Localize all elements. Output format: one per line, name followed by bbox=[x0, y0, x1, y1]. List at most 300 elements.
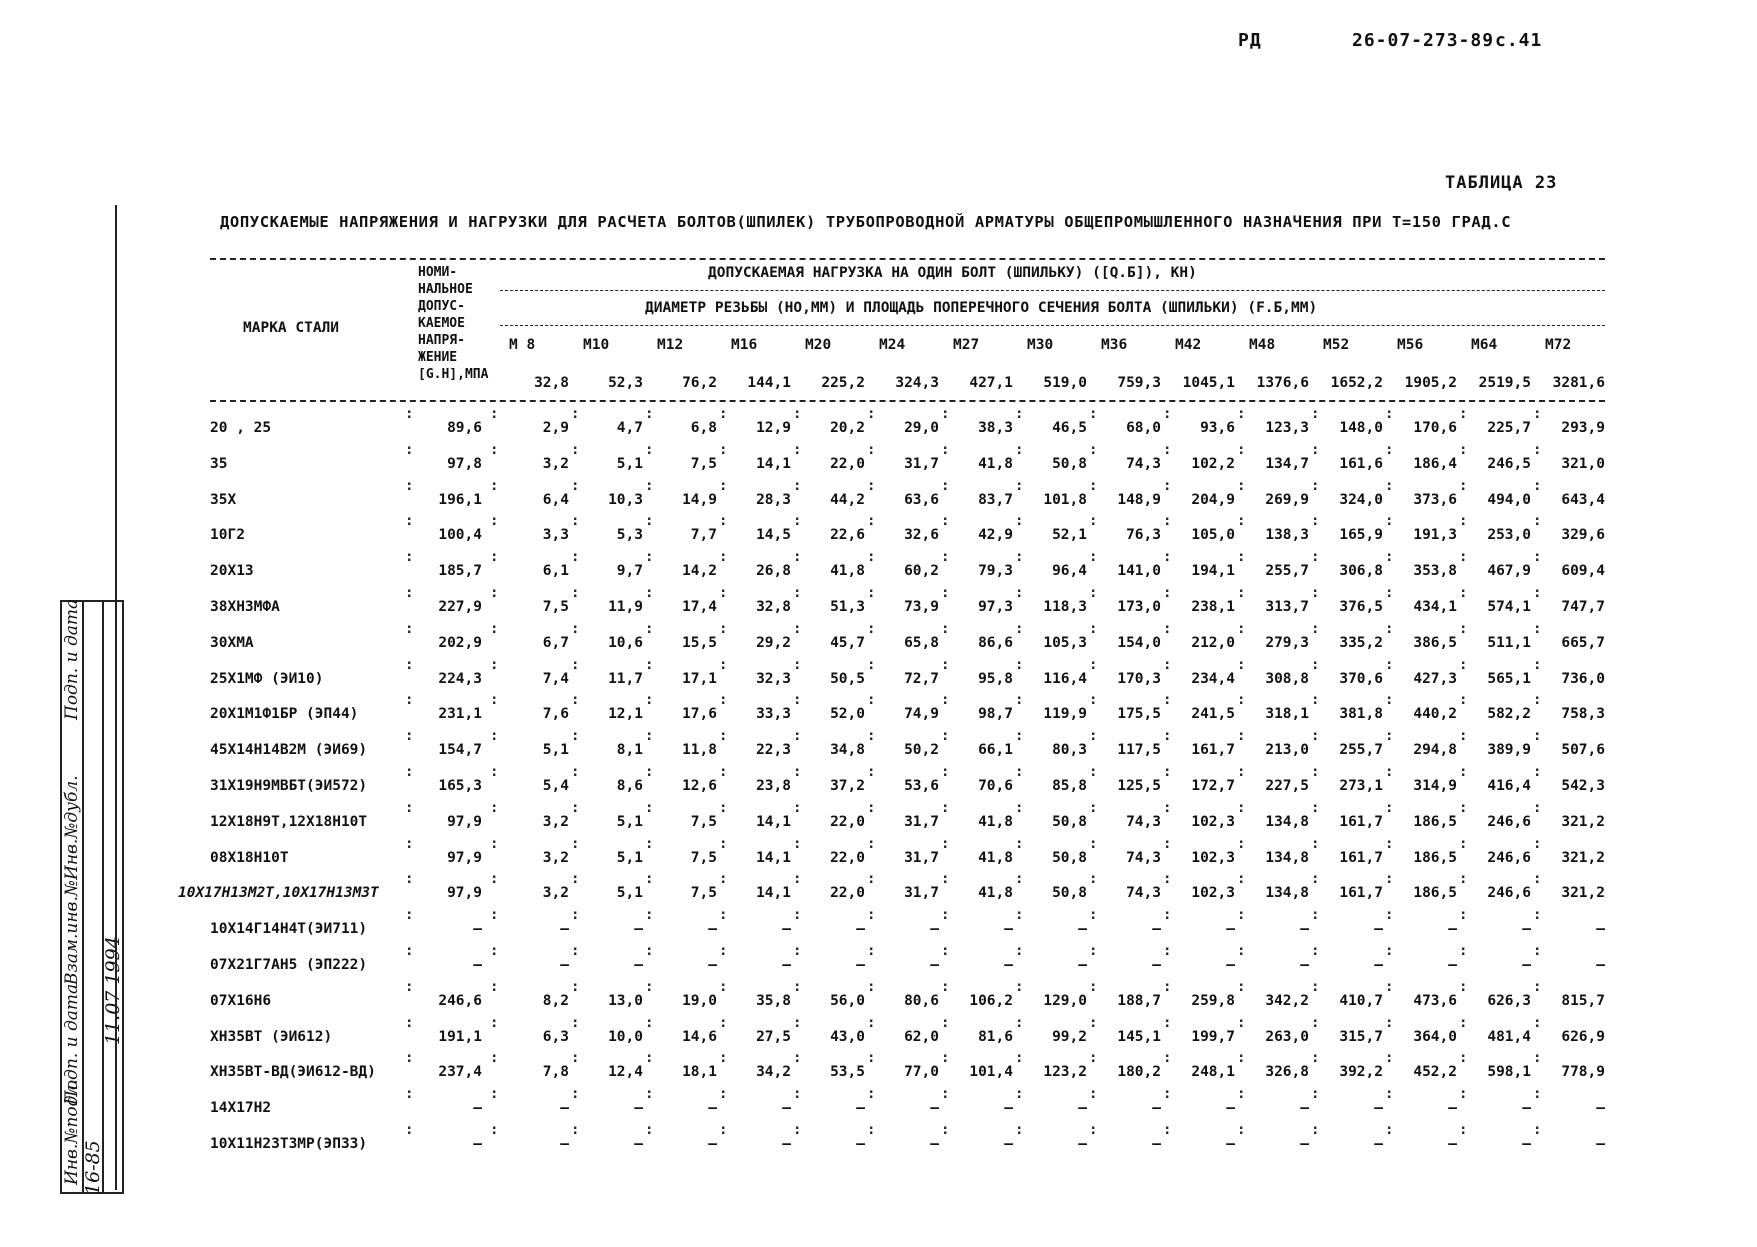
column-separator: : bbox=[1163, 692, 1172, 709]
load-value: – bbox=[708, 921, 717, 938]
diameter-label: М52 bbox=[1323, 337, 1350, 353]
allowable-stress: 97,9 bbox=[447, 849, 482, 866]
load-value: 7,8 bbox=[542, 1064, 569, 1081]
column-separator: : bbox=[1237, 477, 1246, 494]
allowable-stress: – bbox=[473, 921, 482, 938]
column-separator: : bbox=[719, 978, 728, 995]
load-value: 42,9 bbox=[978, 527, 1013, 544]
column-separator: : bbox=[941, 1050, 950, 1067]
load-value: 101,8 bbox=[1043, 491, 1087, 508]
column-separator: : bbox=[490, 406, 499, 422]
load-value: 10,6 bbox=[608, 634, 643, 651]
column-separator: : bbox=[571, 692, 580, 709]
load-value: 5,4 bbox=[542, 778, 569, 794]
stamp-label: Инв.№подл. bbox=[62, 1079, 82, 1185]
load-value: 427,3 bbox=[1413, 670, 1457, 687]
column-separator: : bbox=[1385, 943, 1394, 959]
column-separator: : bbox=[1163, 943, 1172, 959]
column-separator: : bbox=[1237, 549, 1246, 566]
load-value: 313,7 bbox=[1265, 599, 1309, 615]
load-value: 279,3 bbox=[1265, 634, 1309, 651]
load-value: 29,2 bbox=[756, 634, 791, 651]
steel-grade: 10Х11Н23Т3МР(ЭП33) bbox=[210, 1136, 368, 1152]
column-separator: : bbox=[1385, 620, 1394, 637]
column-separator: : bbox=[1311, 656, 1320, 673]
load-value: 31,7 bbox=[904, 849, 939, 866]
column-separator: : bbox=[719, 549, 728, 566]
load-value: 73,9 bbox=[904, 599, 939, 615]
load-value: 80,6 bbox=[904, 992, 939, 1009]
stress-header-line: НАЛЬНОЕ bbox=[418, 282, 473, 297]
column-separator: : bbox=[719, 1086, 728, 1103]
load-value: 50,8 bbox=[1052, 849, 1087, 866]
load-value: – bbox=[782, 1100, 791, 1117]
column-separator: : bbox=[867, 871, 876, 888]
column-separator: : bbox=[1089, 1050, 1098, 1067]
column-separator: : bbox=[867, 1050, 876, 1067]
load-value: 507,6 bbox=[1561, 742, 1605, 759]
load-value: 12,1 bbox=[608, 706, 643, 723]
load-value: – bbox=[1226, 921, 1235, 938]
column-separator: : bbox=[1533, 585, 1542, 601]
column-separator: : bbox=[941, 549, 950, 566]
load-value: 321,2 bbox=[1561, 813, 1605, 830]
column-separator: : bbox=[719, 907, 728, 924]
load-value: 172,7 bbox=[1191, 778, 1235, 794]
load-value: 7,6 bbox=[542, 706, 569, 723]
column-separator: : bbox=[1385, 978, 1394, 995]
column-separator: : bbox=[490, 692, 499, 709]
load-value: 165,9 bbox=[1339, 527, 1383, 544]
column-separator: : bbox=[1163, 764, 1172, 780]
allowable-stress: 97,9 bbox=[447, 813, 482, 830]
column-separator: : bbox=[645, 441, 654, 458]
column-separator: : bbox=[1385, 835, 1394, 852]
column-separator: : bbox=[490, 513, 499, 530]
load-value: – bbox=[856, 921, 865, 938]
load-value: 188,7 bbox=[1117, 992, 1161, 1009]
column-separator: : bbox=[941, 441, 950, 458]
diam-header-rule bbox=[500, 325, 1605, 326]
column-separator: : bbox=[1089, 799, 1098, 816]
column-separator: : bbox=[1089, 656, 1098, 673]
load-value: 440,2 bbox=[1413, 706, 1457, 723]
load-value: 329,6 bbox=[1561, 527, 1605, 544]
column-separator: : bbox=[719, 656, 728, 673]
load-value: – bbox=[1596, 957, 1605, 973]
column-separator: : bbox=[1089, 764, 1098, 780]
load-value: – bbox=[1300, 1136, 1309, 1152]
column-separator: : bbox=[645, 764, 654, 780]
load-value: 138,3 bbox=[1265, 527, 1309, 544]
load-value: 101,4 bbox=[969, 1064, 1013, 1081]
load-value: 467,9 bbox=[1487, 563, 1531, 580]
steel-grade: 31Х19Н9МВБТ(ЭИ572) bbox=[210, 778, 368, 794]
area-value: 1905,2 bbox=[1404, 375, 1457, 391]
column-separator: : bbox=[1089, 871, 1098, 888]
column-separator: : bbox=[1385, 1050, 1394, 1067]
load-value: – bbox=[1522, 921, 1531, 938]
load-value: 50,2 bbox=[904, 742, 939, 759]
steel-grade: 14Х17Н2 bbox=[210, 1100, 272, 1117]
column-separator: : bbox=[405, 1050, 414, 1067]
load-value: 123,2 bbox=[1043, 1064, 1087, 1081]
load-value: 180,2 bbox=[1117, 1064, 1161, 1081]
load-value: 255,7 bbox=[1339, 742, 1383, 759]
load-value: 74,9 bbox=[904, 706, 939, 723]
column-separator: : bbox=[1237, 1086, 1246, 1103]
load-value: 199,7 bbox=[1191, 1028, 1235, 1045]
column-separator: : bbox=[1237, 620, 1246, 637]
column-separator: : bbox=[1533, 728, 1542, 745]
load-value: 318,1 bbox=[1265, 706, 1309, 723]
load-value: 31,7 bbox=[904, 885, 939, 902]
load-value: 227,5 bbox=[1265, 778, 1309, 794]
column-separator: : bbox=[1311, 513, 1320, 530]
load-value: 53,5 bbox=[830, 1064, 865, 1081]
load-value: 4,7 bbox=[616, 420, 643, 436]
load-value: 33,3 bbox=[756, 706, 791, 723]
load-value: 3,2 bbox=[542, 455, 569, 472]
column-separator: : bbox=[490, 620, 499, 637]
load-value: 643,4 bbox=[1561, 491, 1605, 508]
column-separator: : bbox=[645, 1122, 654, 1138]
column-separator: : bbox=[1163, 728, 1172, 745]
load-value: 186,5 bbox=[1413, 885, 1457, 902]
column-separator: : bbox=[793, 513, 802, 530]
load-value: 246,6 bbox=[1487, 885, 1531, 902]
column-separator: : bbox=[1089, 441, 1098, 458]
column-separator: : bbox=[490, 1122, 499, 1138]
column-separator: : bbox=[1089, 835, 1098, 852]
column-separator: : bbox=[793, 406, 802, 422]
column-separator: : bbox=[405, 549, 414, 566]
load-value: 8,6 bbox=[616, 778, 643, 794]
diameter-label: М48 bbox=[1249, 337, 1276, 353]
column-separator: : bbox=[1089, 620, 1098, 637]
stress-header-line: КАЕМОЕ bbox=[418, 316, 465, 331]
column-separator: : bbox=[571, 978, 580, 995]
load-value: 86,6 bbox=[978, 634, 1013, 651]
allowable-stress: 246,6 bbox=[438, 992, 482, 1009]
column-separator: : bbox=[490, 907, 499, 924]
column-separator: : bbox=[490, 1014, 499, 1031]
load-value: 381,8 bbox=[1339, 706, 1383, 723]
load-value: 815,7 bbox=[1561, 992, 1605, 1009]
steel-grade: 12Х18Н9Т,12Х18Н10Т bbox=[210, 813, 368, 830]
load-value: – bbox=[1004, 921, 1013, 938]
column-separator: : bbox=[1089, 1014, 1098, 1031]
column-separator: : bbox=[645, 1050, 654, 1067]
load-value: – bbox=[560, 957, 569, 973]
stamp-label: Взам.инв.№ bbox=[62, 880, 82, 985]
load-value: – bbox=[1004, 957, 1013, 973]
load-value: 392,2 bbox=[1339, 1064, 1383, 1081]
load-value: 97,3 bbox=[978, 599, 1013, 615]
stamp-label: Инв.№дубл. bbox=[62, 775, 82, 880]
column-separator: : bbox=[1533, 764, 1542, 780]
binding-margin-line bbox=[115, 205, 117, 1190]
stress-header-line: НАПРЯ- bbox=[418, 333, 465, 348]
column-separator: : bbox=[1089, 1122, 1098, 1138]
column-separator: : bbox=[1163, 1050, 1172, 1067]
column-separator: : bbox=[867, 978, 876, 995]
load-value: 294,8 bbox=[1413, 742, 1457, 759]
column-separator: : bbox=[490, 799, 499, 816]
column-separator: : bbox=[1089, 692, 1098, 709]
diameter-label: М42 bbox=[1175, 337, 1202, 353]
load-value: 70,6 bbox=[978, 778, 1013, 794]
column-separator: : bbox=[941, 656, 950, 673]
load-value: 170,6 bbox=[1413, 420, 1457, 436]
diameter-label: М20 bbox=[805, 337, 832, 353]
load-value: – bbox=[1300, 1100, 1309, 1117]
load-value: – bbox=[708, 1100, 717, 1117]
stress-header-line: [G.H],МПА bbox=[418, 367, 489, 382]
column-separator: : bbox=[1311, 907, 1320, 924]
steel-grade: 25Х1МФ (ЭИ10) bbox=[210, 670, 324, 687]
load-value: 11,7 bbox=[608, 670, 643, 687]
allowable-stress: – bbox=[473, 1136, 482, 1152]
load-value: 32,3 bbox=[756, 670, 791, 687]
load-value: 321,0 bbox=[1561, 455, 1605, 472]
load-value: 246,6 bbox=[1487, 849, 1531, 866]
column-separator: : bbox=[941, 513, 950, 530]
column-separator: : bbox=[719, 585, 728, 601]
load-value: 43,0 bbox=[830, 1028, 865, 1045]
area-value: 225,2 bbox=[821, 375, 865, 391]
column-separator: : bbox=[1163, 799, 1172, 816]
load-value: 148,9 bbox=[1117, 491, 1161, 508]
load-value: 41,8 bbox=[830, 563, 865, 580]
load-value: 60,2 bbox=[904, 563, 939, 580]
load-value: 96,4 bbox=[1052, 563, 1087, 580]
column-separator: : bbox=[490, 585, 499, 601]
load-value: 582,2 bbox=[1487, 706, 1531, 723]
load-value: 74,3 bbox=[1126, 849, 1161, 866]
column-separator: : bbox=[1163, 620, 1172, 637]
column-separator: : bbox=[1163, 835, 1172, 852]
load-value: – bbox=[1078, 1100, 1087, 1117]
load-header-rule bbox=[500, 290, 1605, 291]
load-value: 259,8 bbox=[1191, 992, 1235, 1009]
allowable-stress: 202,9 bbox=[438, 634, 482, 651]
column-separator: : bbox=[867, 764, 876, 780]
load-value: 161,6 bbox=[1339, 455, 1383, 472]
load-value: 50,8 bbox=[1052, 885, 1087, 902]
column-separator: : bbox=[645, 1014, 654, 1031]
load-value: 80,3 bbox=[1052, 742, 1087, 759]
steel-grade: 35Х bbox=[210, 491, 237, 508]
column-separator: : bbox=[571, 871, 580, 888]
column-separator: : bbox=[1311, 835, 1320, 852]
load-value: 191,3 bbox=[1413, 527, 1457, 544]
column-separator: : bbox=[490, 656, 499, 673]
diameter-label: М24 bbox=[879, 337, 906, 353]
column-separator: : bbox=[793, 764, 802, 780]
diameter-header: ДИАМЕТР РЕЗЬБЫ (НО,ММ) И ПЛОЩАДЬ ПОПЕРЕЧНОГО СЕЧЕНИЯ БОЛТА (ШПИЛЬКИ) (F.Б,ММ) bbox=[645, 300, 1318, 316]
column-separator: : bbox=[405, 692, 414, 709]
column-separator: : bbox=[1163, 978, 1172, 995]
load-header: ДОПУСКАЕМАЯ НАГРУЗКА НА ОДИН БОЛТ (ШПИЛЬКУ) ([Q.Б]), КН) bbox=[708, 265, 1197, 281]
column-separator: : bbox=[867, 943, 876, 959]
column-separator: : bbox=[1163, 871, 1172, 888]
load-value: 50,5 bbox=[830, 670, 865, 687]
steel-grade: 20 , 25 bbox=[210, 420, 272, 436]
area-value: 427,1 bbox=[969, 375, 1013, 391]
column-separator: : bbox=[1459, 620, 1468, 637]
stamp-divider bbox=[102, 602, 104, 1192]
column-separator: : bbox=[1311, 1014, 1320, 1031]
column-separator: : bbox=[941, 943, 950, 959]
column-separator: : bbox=[867, 692, 876, 709]
column-separator: : bbox=[867, 835, 876, 852]
load-value: 123,3 bbox=[1265, 420, 1309, 436]
column-separator: : bbox=[1015, 1086, 1024, 1103]
allowable-stress: 165,3 bbox=[438, 778, 482, 794]
column-separator: : bbox=[405, 871, 414, 888]
load-value: – bbox=[1596, 1100, 1605, 1117]
column-separator: : bbox=[1089, 549, 1098, 566]
allowable-stress: 185,7 bbox=[438, 563, 482, 580]
column-separator: : bbox=[1311, 441, 1320, 458]
load-value: 62,0 bbox=[904, 1028, 939, 1045]
load-value: 17,1 bbox=[682, 670, 717, 687]
column-separator: : bbox=[490, 477, 499, 494]
load-value: 134,8 bbox=[1265, 885, 1309, 902]
column-separator: : bbox=[571, 441, 580, 458]
diameter-label: М72 bbox=[1545, 337, 1572, 353]
load-value: 102,2 bbox=[1191, 455, 1235, 472]
load-value: 34,8 bbox=[830, 742, 865, 759]
column-separator: : bbox=[1015, 799, 1024, 816]
column-separator: : bbox=[405, 1086, 414, 1103]
load-value: 125,5 bbox=[1117, 778, 1161, 794]
load-value: 41,8 bbox=[978, 849, 1013, 866]
load-value: 234,4 bbox=[1191, 670, 1235, 687]
load-value: 141,0 bbox=[1117, 563, 1161, 580]
column-separator: : bbox=[405, 513, 414, 530]
column-separator: : bbox=[645, 513, 654, 530]
load-value: 373,6 bbox=[1413, 491, 1457, 508]
area-value: 759,3 bbox=[1117, 375, 1161, 391]
steel-grade: 35 bbox=[210, 455, 228, 472]
column-separator: : bbox=[1015, 441, 1024, 458]
load-value: 105,0 bbox=[1191, 527, 1235, 544]
column-separator: : bbox=[1533, 620, 1542, 637]
column-separator: : bbox=[793, 907, 802, 924]
column-separator: : bbox=[645, 477, 654, 494]
load-value: 778,9 bbox=[1561, 1064, 1605, 1081]
column-separator: : bbox=[1237, 692, 1246, 709]
column-separator: : bbox=[645, 620, 654, 637]
load-value: 246,5 bbox=[1487, 455, 1531, 472]
column-separator: : bbox=[1089, 978, 1098, 995]
column-separator: : bbox=[571, 907, 580, 924]
load-value: 85,8 bbox=[1052, 778, 1087, 794]
load-value: 758,3 bbox=[1561, 706, 1605, 723]
column-separator: : bbox=[941, 764, 950, 780]
column-separator: : bbox=[941, 477, 950, 494]
load-value: 41,8 bbox=[978, 813, 1013, 830]
load-value: 106,2 bbox=[969, 992, 1013, 1009]
load-value: 12,4 bbox=[608, 1064, 643, 1081]
column-separator: : bbox=[1163, 477, 1172, 494]
column-separator: : bbox=[1385, 477, 1394, 494]
column-separator: : bbox=[1459, 585, 1468, 601]
column-separator: : bbox=[571, 799, 580, 816]
column-separator: : bbox=[490, 871, 499, 888]
column-separator: : bbox=[645, 549, 654, 566]
load-value: 105,3 bbox=[1043, 634, 1087, 651]
load-value: 7,5 bbox=[690, 455, 717, 472]
stress-header-line: ЖЕНИЕ bbox=[418, 350, 458, 365]
load-value: 5,1 bbox=[616, 849, 643, 866]
column-separator: : bbox=[490, 549, 499, 566]
column-separator: : bbox=[490, 978, 499, 995]
column-separator: : bbox=[793, 871, 802, 888]
load-value: 76,3 bbox=[1126, 527, 1161, 544]
column-separator: : bbox=[1459, 1014, 1468, 1031]
column-separator: : bbox=[571, 406, 580, 422]
column-separator: : bbox=[1237, 1122, 1246, 1138]
load-value: – bbox=[560, 1136, 569, 1152]
column-separator: : bbox=[1533, 871, 1542, 888]
column-separator: : bbox=[405, 799, 414, 816]
column-separator: : bbox=[645, 692, 654, 709]
load-value: 204,9 bbox=[1191, 491, 1235, 508]
load-value: 6,3 bbox=[542, 1028, 569, 1045]
column-separator: : bbox=[1459, 907, 1468, 924]
column-separator: : bbox=[1089, 513, 1098, 530]
steel-grade: 20Х13 bbox=[210, 563, 254, 580]
column-separator: : bbox=[793, 549, 802, 566]
load-value: 542,3 bbox=[1561, 778, 1605, 794]
load-value: 35,8 bbox=[756, 992, 791, 1009]
column-separator: : bbox=[941, 907, 950, 924]
load-value: 5,1 bbox=[616, 455, 643, 472]
column-separator: : bbox=[1237, 764, 1246, 780]
column-separator: : bbox=[1459, 1086, 1468, 1103]
column-separator: : bbox=[645, 978, 654, 995]
column-separator: : bbox=[1015, 835, 1024, 852]
column-separator: : bbox=[867, 620, 876, 637]
load-value: 434,1 bbox=[1413, 599, 1457, 615]
stamp-divider bbox=[82, 602, 84, 1192]
load-value: 321,2 bbox=[1561, 849, 1605, 866]
area-value: 1376,6 bbox=[1256, 375, 1309, 391]
load-value: 23,8 bbox=[756, 778, 791, 794]
load-value: – bbox=[1300, 921, 1309, 938]
area-value: 1045,1 bbox=[1182, 375, 1235, 391]
column-separator: : bbox=[1237, 1050, 1246, 1067]
load-value: – bbox=[560, 921, 569, 938]
column-separator: : bbox=[719, 1014, 728, 1031]
column-separator: : bbox=[490, 441, 499, 458]
column-separator: : bbox=[793, 799, 802, 816]
column-separator: : bbox=[1015, 620, 1024, 637]
load-value: – bbox=[856, 957, 865, 973]
load-value: 314,9 bbox=[1413, 778, 1457, 794]
column-separator: : bbox=[571, 620, 580, 637]
column-separator: : bbox=[867, 1122, 876, 1138]
load-value: – bbox=[1374, 1136, 1383, 1152]
load-value: 161,7 bbox=[1339, 885, 1383, 902]
load-value: 22,0 bbox=[830, 813, 865, 830]
load-value: 14,1 bbox=[756, 455, 791, 472]
load-value: – bbox=[560, 1100, 569, 1117]
column-separator: : bbox=[941, 1014, 950, 1031]
